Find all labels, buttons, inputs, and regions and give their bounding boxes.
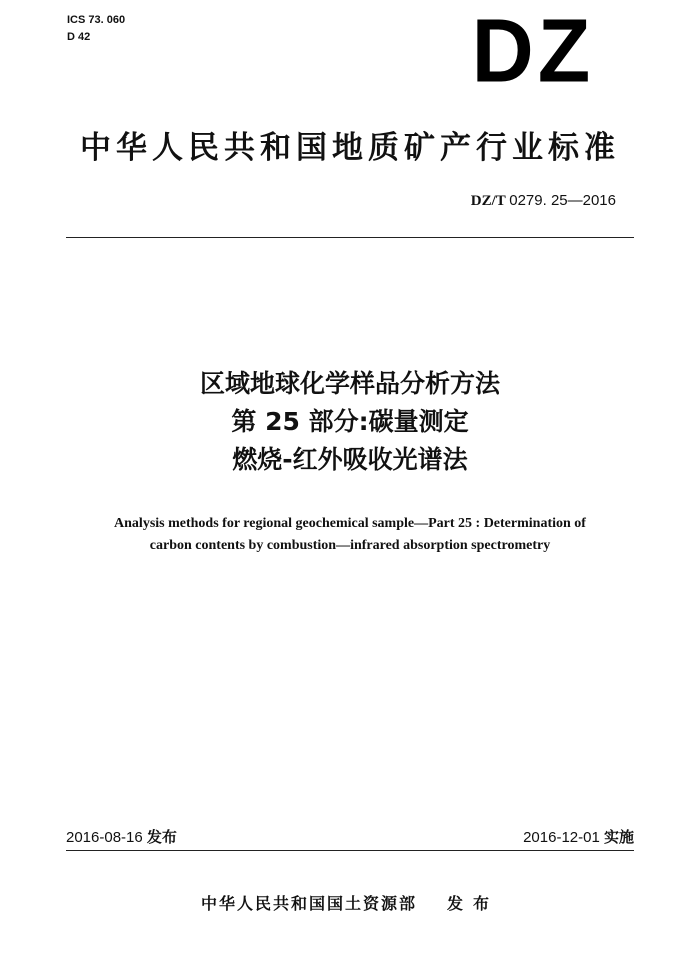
english-title xyxy=(40,513,660,557)
chinese-title xyxy=(0,365,700,479)
english-title-line-2: carbon contents by combustion—infrared absorption spectrometry xyxy=(149,538,551,553)
implement-date-label: 实施 xyxy=(603,828,634,846)
standard-code xyxy=(471,192,616,210)
ccs-code: D 42 xyxy=(67,31,91,43)
ics-code: ICS 73. 060 xyxy=(67,14,126,26)
bottom-divider xyxy=(66,850,634,851)
issuer-action: 发布 xyxy=(447,894,500,913)
standard-code-prefix: DZ/T xyxy=(470,193,506,209)
issuer-name: 中华人民共和国国土资源部 xyxy=(200,894,417,913)
english-title-line-1: Analysis methods for regional geochemical sample—Part 25 : Determination of xyxy=(114,516,586,531)
chinese-title-line-3: 燃烧-红外吸收光谱法 xyxy=(232,445,468,474)
publish-date xyxy=(66,826,177,847)
implement-date-value: 2016-12-01 xyxy=(523,829,600,846)
implement-date xyxy=(523,826,634,847)
publish-date-label: 发布 xyxy=(146,828,177,846)
top-divider xyxy=(66,237,634,238)
publish-date-value: 2016-08-16 xyxy=(66,829,143,846)
issuing-authority xyxy=(0,891,700,914)
standard-organization-title: 中华人民共和国地质矿产行业标准 xyxy=(80,130,620,166)
chinese-title-line-2: 第 25 部分:碳量测定 xyxy=(231,407,469,436)
classification-codes xyxy=(67,12,125,46)
chinese-title-line-1: 区域地球化学样品分析方法 xyxy=(199,369,500,398)
dz-logo: DZ xyxy=(471,0,595,101)
standard-code-number: 0279. 25—2016 xyxy=(509,192,616,209)
